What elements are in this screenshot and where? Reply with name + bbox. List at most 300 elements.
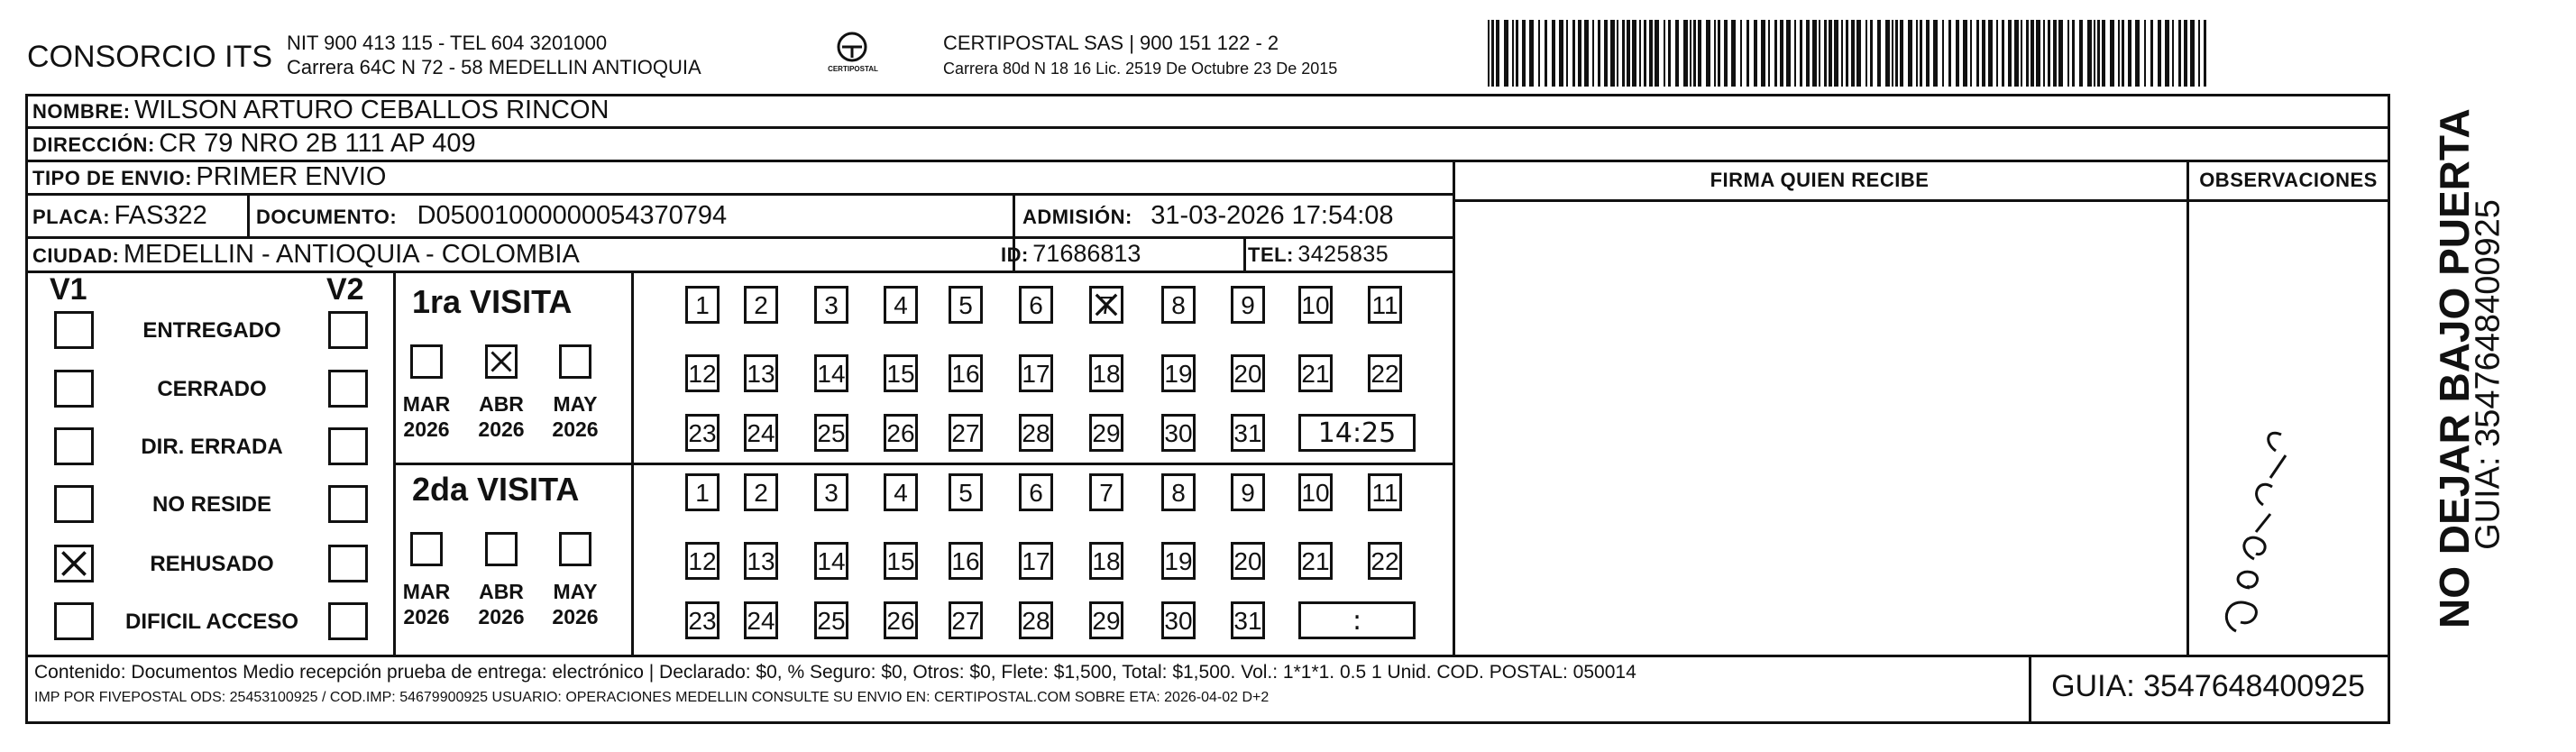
barcode-bar [1870, 20, 1873, 87]
barcode-bar [1491, 20, 1494, 87]
barcode-bar [1529, 20, 1534, 87]
day-box[interactable] [744, 601, 778, 639]
footer-guia: GUIA: 3547648400925 [2051, 669, 2365, 703]
day-box[interactable] [884, 354, 918, 392]
nombre-value: WILSON ARTURO CEBALLOS RINCON [134, 96, 610, 124]
company-address: Carrera 64C N 72 - 58 MEDELLIN ANTIOQUIA [287, 56, 701, 78]
day-number: 20 [1233, 360, 1262, 388]
barcode-bar [1566, 20, 1568, 87]
barcode-bar [1488, 20, 1490, 87]
day-number: 17 [1022, 360, 1050, 388]
day-box[interactable] [1089, 473, 1123, 511]
day-box[interactable] [949, 354, 983, 392]
carrier-address: Carrera 80d N 18 16 Lic. 2519 De Octubre 23 De 2015 [943, 60, 1338, 78]
firma-label: FIRMA QUIEN RECIBE [1710, 169, 1930, 191]
day-box[interactable] [1089, 542, 1123, 580]
day-number: 31 [1233, 419, 1262, 447]
tipo-envio-value: PRIMER ENVIO [196, 162, 387, 191]
day-number: 13 [747, 547, 775, 575]
day-box[interactable] [1019, 286, 1053, 324]
barcode-bar [1933, 20, 1938, 87]
month-checkbox[interactable] [410, 344, 443, 379]
day-box[interactable] [1161, 354, 1196, 392]
barcode-bar [2048, 20, 2050, 87]
barcode-bar [1644, 20, 1646, 87]
barcode-bar [1698, 20, 1701, 87]
barcode-bar [2184, 20, 2187, 87]
day-box[interactable] [1231, 542, 1265, 580]
day-box[interactable] [1231, 414, 1265, 452]
year-label: 2026 [478, 605, 525, 628]
barcode-bar [1592, 20, 1594, 87]
day-number: 10 [1301, 479, 1330, 507]
day-number: 24 [747, 419, 775, 447]
placa-value: FAS322 [114, 201, 207, 230]
day-box[interactable] [1019, 601, 1053, 639]
barcode-bar [1829, 20, 1832, 87]
day-box[interactable] [1298, 542, 1333, 580]
v2-checkbox[interactable] [328, 602, 368, 640]
month-label: MAR [402, 580, 451, 603]
barcode-bar [1892, 20, 1893, 87]
day-box[interactable] [1368, 354, 1402, 392]
barcode-bar [1552, 20, 1555, 87]
status-option-label: REHUSADO [150, 552, 274, 576]
day-box[interactable] [884, 542, 918, 580]
barcode-bar [1774, 20, 1777, 87]
documento-value: D05001000000054370794 [417, 201, 728, 230]
placa-label: PLACA: [32, 206, 111, 228]
barcode-bar [2058, 20, 2063, 87]
day-box[interactable] [1298, 473, 1333, 511]
day-number: 26 [886, 419, 915, 447]
barcode-bar [2026, 20, 2029, 87]
direccion-label: DIRECCIÓN: [32, 133, 155, 156]
year-label: 2026 [552, 605, 599, 628]
day-box[interactable] [949, 601, 983, 639]
day-number: 4 [894, 291, 908, 319]
day-box[interactable] [685, 542, 720, 580]
barcode-bar [2178, 20, 2181, 87]
imp-text: IMP POR FIVEPOSTAL ODS: 25453100925 / COD.IMP: 54679900925 USUARIO: OPERACIONES MEDELLIN CONSULTE SU ENVIO EN: CERTIPOSTAL.COM SOBRE ETA: 2026-04-02 D+2 [34, 690, 1270, 705]
day-box[interactable] [1089, 414, 1123, 452]
day-box[interactable] [1298, 286, 1333, 324]
day-number: 30 [1164, 607, 1193, 635]
month-label: MAY [553, 580, 598, 603]
barcode-bar [1970, 20, 1972, 87]
day-number: 15 [886, 360, 915, 388]
visit-2-title: 2da VISITA [412, 471, 580, 508]
admision-value: 31-03-2026 17:54:08 [1150, 201, 1394, 230]
day-box[interactable] [1161, 286, 1196, 324]
day-box[interactable] [1368, 473, 1402, 511]
status-option-label: NO RESIDE [151, 492, 272, 517]
day-number: 30 [1164, 419, 1193, 447]
barcode-bar [1916, 20, 1918, 87]
barcode [1488, 20, 2216, 87]
id-label: ID: [1001, 243, 1029, 266]
visit-1-title: 1ra VISITA [412, 283, 573, 320]
day-number: 11 [1371, 479, 1398, 507]
v2-checkbox[interactable] [328, 311, 368, 349]
barcode-bar [2190, 20, 2195, 87]
tel-value: 3425835 [1297, 242, 1389, 267]
day-box[interactable] [1368, 542, 1402, 580]
barcode-bar [1834, 20, 1838, 87]
barcode-bar [1559, 20, 1563, 87]
barcode-bar [1718, 20, 1720, 87]
day-number: 3 [824, 291, 839, 319]
day-number: 22 [1371, 360, 1399, 388]
barcode-bar [1545, 20, 1547, 87]
day-box[interactable] [884, 473, 918, 511]
barcode-bar [1706, 20, 1710, 87]
tipo-envio-label: TIPO DE ENVIO: [32, 167, 192, 189]
barcode-bar [2053, 20, 2057, 87]
day-number: 22 [1371, 547, 1399, 575]
day-number: 24 [747, 607, 775, 635]
month-label: ABR [479, 580, 524, 603]
barcode-bar [2043, 20, 2045, 87]
barcode-bar [1610, 20, 1615, 87]
day-number: 9 [1241, 479, 1255, 507]
ciudad-field [32, 240, 580, 270]
barcode-bar [1819, 20, 1820, 87]
barcode-bar [1956, 20, 1959, 87]
day-number: 29 [1092, 607, 1121, 635]
day-box[interactable] [1161, 414, 1196, 452]
day-number: 13 [747, 360, 775, 388]
barcode-bar [1806, 20, 1810, 87]
barcode-bar [1538, 20, 1540, 87]
day-box[interactable] [1368, 286, 1402, 324]
day-number: 11 [1371, 291, 1398, 319]
day-number: 16 [951, 360, 980, 388]
day-box[interactable] [685, 473, 720, 511]
tipo-envio-field [32, 162, 386, 192]
v1-checkbox[interactable] [54, 485, 94, 523]
day-number: 14 [817, 360, 846, 388]
day-box[interactable] [814, 286, 848, 324]
barcode-bar [1754, 20, 1757, 87]
barcode-bar [2135, 20, 2140, 87]
month-label: MAR [402, 392, 451, 416]
day-box[interactable] [1161, 542, 1196, 580]
v1-checkbox[interactable] [54, 602, 94, 640]
day-box[interactable] [1298, 354, 1333, 392]
barcode-bar [1627, 20, 1630, 87]
day-box[interactable] [744, 414, 778, 452]
barcode-bar [1584, 20, 1589, 87]
observaciones-label: OBSERVACIONES [2199, 169, 2378, 191]
barcode-bar [1877, 20, 1881, 87]
day-number: 12 [688, 547, 717, 575]
barcode-bar [1800, 20, 1802, 87]
documento-field [256, 201, 727, 231]
direccion-field [32, 129, 476, 159]
day-number: 3 [824, 479, 839, 507]
barcode-bar [2002, 20, 2004, 87]
barcode-bar [1598, 20, 1600, 87]
barcode-bar [1675, 20, 1679, 87]
month-checkbox[interactable] [485, 344, 518, 379]
certipostal-logo [825, 27, 879, 81]
logo-text: CERTIPOSTAL [828, 65, 878, 73]
month-checkbox[interactable] [559, 344, 591, 379]
month-checkbox[interactable] [410, 532, 443, 566]
barcode-bar [2204, 20, 2206, 87]
barcode-bar [2087, 20, 2092, 87]
barcode-bar [2102, 20, 2105, 87]
day-number: 10 [1301, 291, 1330, 319]
day-box[interactable] [744, 542, 778, 580]
v1-checkbox[interactable] [54, 545, 94, 582]
tel-label: TEL: [1248, 243, 1294, 266]
barcode-bar [2118, 20, 2120, 87]
barcode-bar [2198, 20, 2200, 87]
day-check-mark [1092, 289, 1121, 321]
barcode-bar [2021, 20, 2022, 87]
barcode-bar [1996, 20, 1998, 87]
day-number: 1 [695, 291, 710, 319]
day-box[interactable] [884, 286, 918, 324]
day-number: 7 [1099, 479, 1114, 507]
placa-field [32, 201, 207, 231]
ciudad-value: MEDELLIN - ANTIOQUIA - COLOMBIA [123, 240, 580, 269]
barcode-bar [1649, 20, 1653, 87]
barcode-bar [1926, 20, 1930, 87]
barcode-bar [1740, 20, 1742, 87]
day-number: 7 [1099, 291, 1114, 319]
v2-checkbox[interactable] [328, 545, 368, 582]
ciudad-label: CIUDAD: [32, 244, 120, 267]
day-box[interactable] [744, 473, 778, 511]
v1-checkbox[interactable] [54, 427, 94, 465]
day-box[interactable] [1089, 286, 1123, 324]
barcode-bar [1522, 20, 1526, 87]
barcode-bar [2144, 20, 2146, 87]
barcode-bar [2072, 20, 2075, 87]
visit-time-field[interactable]: : [1298, 601, 1416, 639]
barcode-bar [2094, 20, 2095, 87]
day-number: 4 [894, 479, 908, 507]
documento-label: DOCUMENTO: [256, 206, 398, 228]
admision-field [1022, 201, 1394, 231]
barcode-bar [2008, 20, 2012, 87]
barcode-bar [2128, 20, 2131, 87]
barcode-bar [1856, 20, 1861, 87]
day-box[interactable] [1231, 473, 1265, 511]
no-dejar-warning: NO DEJAR BAJO PUERTA [2431, 108, 2478, 628]
barcode-bar [1841, 20, 1843, 87]
barcode-bar [2172, 20, 2174, 87]
barcode-bar [1639, 20, 1641, 87]
barcode-bar [1982, 20, 1985, 87]
day-number: 17 [1022, 547, 1050, 575]
barcode-bar [1572, 20, 1575, 87]
barcode-bar [1578, 20, 1581, 87]
day-box[interactable] [685, 601, 720, 639]
barcode-bar [1780, 20, 1783, 87]
day-number: 27 [951, 419, 980, 447]
day-number: 28 [1022, 419, 1050, 447]
day-number: 27 [951, 607, 980, 635]
barcode-bar [1693, 20, 1696, 87]
day-box[interactable] [1019, 542, 1053, 580]
admision-label: ADMISIÓN: [1022, 206, 1132, 228]
barcode-bar [1988, 20, 1993, 87]
day-box[interactable] [1019, 473, 1053, 511]
barcode-bar [1622, 20, 1625, 87]
visit-time-field[interactable]: 14:25 [1298, 414, 1416, 452]
day-number: 28 [1022, 607, 1050, 635]
v2-checkbox[interactable] [328, 370, 368, 408]
company-nit: NIT 900 413 115 - TEL 604 3201000 [287, 32, 608, 54]
day-number: 23 [688, 607, 717, 635]
month-label: ABR [479, 392, 524, 416]
barcode-bar [1846, 20, 1848, 87]
barcode-bar [2158, 20, 2161, 87]
day-number: 29 [1092, 419, 1121, 447]
barcode-bar [1746, 20, 1749, 87]
barcode-bar [1768, 20, 1770, 87]
day-number: 21 [1301, 547, 1330, 575]
v1-checkbox[interactable] [54, 370, 94, 408]
day-box[interactable] [884, 601, 918, 639]
contenido-text: Contenido: Documentos Medio recepción prueba de entrega: electrónico | Declarado: $0, % Seguro: $0, Otros: $0, Flete: $1,500, Total: $1,500. Vol.: 1*1*1. 0.5 1 Unid. COD. POSTAL: 050014 [34, 662, 1636, 683]
barcode-bar [2150, 20, 2153, 87]
day-number: 15 [886, 547, 915, 575]
day-box[interactable] [814, 473, 848, 511]
barcode-bar [1683, 20, 1688, 87]
day-number: 19 [1164, 547, 1193, 575]
v1-label: V1 [50, 272, 87, 307]
month-checkbox[interactable] [559, 532, 591, 566]
day-number: 25 [817, 607, 846, 635]
barcode-bar [1895, 20, 1898, 87]
day-box[interactable] [1089, 601, 1123, 639]
day-box[interactable] [814, 601, 848, 639]
day-number: 8 [1171, 291, 1186, 319]
barcode-bar [1690, 20, 1691, 87]
barcode-bar [1668, 20, 1671, 87]
barcode-bar [1617, 20, 1618, 87]
day-box[interactable] [1231, 601, 1265, 639]
nombre-label: NOMBRE: [32, 100, 131, 123]
barcode-bar [2014, 20, 2019, 87]
side-guia: GUIA: 3547648400925 [2469, 199, 2507, 550]
day-box[interactable] [1161, 473, 1196, 511]
day-box[interactable] [949, 542, 983, 580]
side-text [2400, 108, 2508, 631]
day-number: 12 [688, 360, 717, 388]
status-option-label: DIFICIL ACCESO [124, 610, 298, 634]
id-field [1001, 240, 1141, 268]
barcode-bar [1963, 20, 1967, 87]
barcode-bar [1942, 20, 1944, 87]
day-number: 23 [688, 419, 717, 447]
day-number: 5 [958, 291, 973, 319]
barcode-bar [2036, 20, 2040, 87]
barcode-bar [1900, 20, 1903, 87]
barcode-bar [1714, 20, 1716, 87]
day-number: 19 [1164, 360, 1193, 388]
day-box[interactable] [1161, 601, 1196, 639]
day-box[interactable] [685, 354, 720, 392]
day-number: 18 [1092, 547, 1121, 575]
barcode-bar [1948, 20, 1951, 87]
day-box[interactable] [685, 286, 720, 324]
day-number: 6 [1029, 479, 1043, 507]
nombre-field [32, 96, 609, 125]
barcode-bar [1664, 20, 1665, 87]
v2-checkbox[interactable] [328, 427, 368, 465]
day-box[interactable] [1019, 354, 1053, 392]
day-box[interactable] [744, 354, 778, 392]
day-box[interactable] [1089, 354, 1123, 392]
barcode-bar [2165, 20, 2169, 87]
month-label: MAY [553, 392, 598, 416]
day-box[interactable] [949, 286, 983, 324]
barcode-bar [2097, 20, 2100, 87]
day-number: 9 [1241, 291, 1255, 319]
day-number: 25 [817, 419, 846, 447]
barcode-bar [1496, 20, 1499, 87]
signature-image [2200, 379, 2308, 649]
day-number: 8 [1171, 479, 1186, 507]
day-box[interactable] [1231, 354, 1265, 392]
barcode-bar [1812, 20, 1817, 87]
day-box[interactable] [685, 414, 720, 452]
v2-checkbox[interactable] [328, 485, 368, 523]
status-option-label: CERRADO [157, 377, 267, 401]
barcode-bar [1504, 20, 1508, 87]
day-box[interactable] [814, 354, 848, 392]
day-box[interactable] [1019, 414, 1053, 452]
barcode-bar [1632, 20, 1636, 87]
day-box[interactable] [884, 414, 918, 452]
day-number: 16 [951, 547, 980, 575]
barcode-bar [1655, 20, 1659, 87]
barcode-bar [1512, 20, 1514, 87]
barcode-bar [1976, 20, 1979, 87]
day-box[interactable] [814, 414, 848, 452]
barcode-bar [2079, 20, 2083, 87]
month-checkbox[interactable] [485, 532, 518, 566]
day-box[interactable] [1231, 286, 1265, 324]
status-option-label: DIR. ERRADA [141, 435, 283, 459]
day-number: 6 [1029, 291, 1043, 319]
day-box[interactable] [814, 542, 848, 580]
day-number: 21 [1301, 360, 1330, 388]
direccion-value: CR 79 NRO 2B 111 AP 409 [159, 129, 476, 158]
v1-checkbox[interactable] [54, 311, 94, 349]
barcode-bar [1851, 20, 1855, 87]
carrier-name: CERTIPOSTAL SAS | 900 151 122 - 2 [943, 32, 1279, 54]
day-box[interactable] [744, 286, 778, 324]
barcode-bar [1761, 20, 1765, 87]
day-box[interactable] [949, 414, 983, 452]
tel-field [1248, 242, 1389, 268]
company-name: CONSORCIO ITS [27, 40, 273, 74]
status-option-label: ENTREGADO [142, 318, 281, 343]
day-number: 5 [958, 479, 973, 507]
barcode-bar [2031, 20, 2034, 87]
barcode-bar [2122, 20, 2124, 87]
day-box[interactable] [949, 473, 983, 511]
barcode-bar [1731, 20, 1736, 87]
year-label: 2026 [403, 417, 450, 441]
